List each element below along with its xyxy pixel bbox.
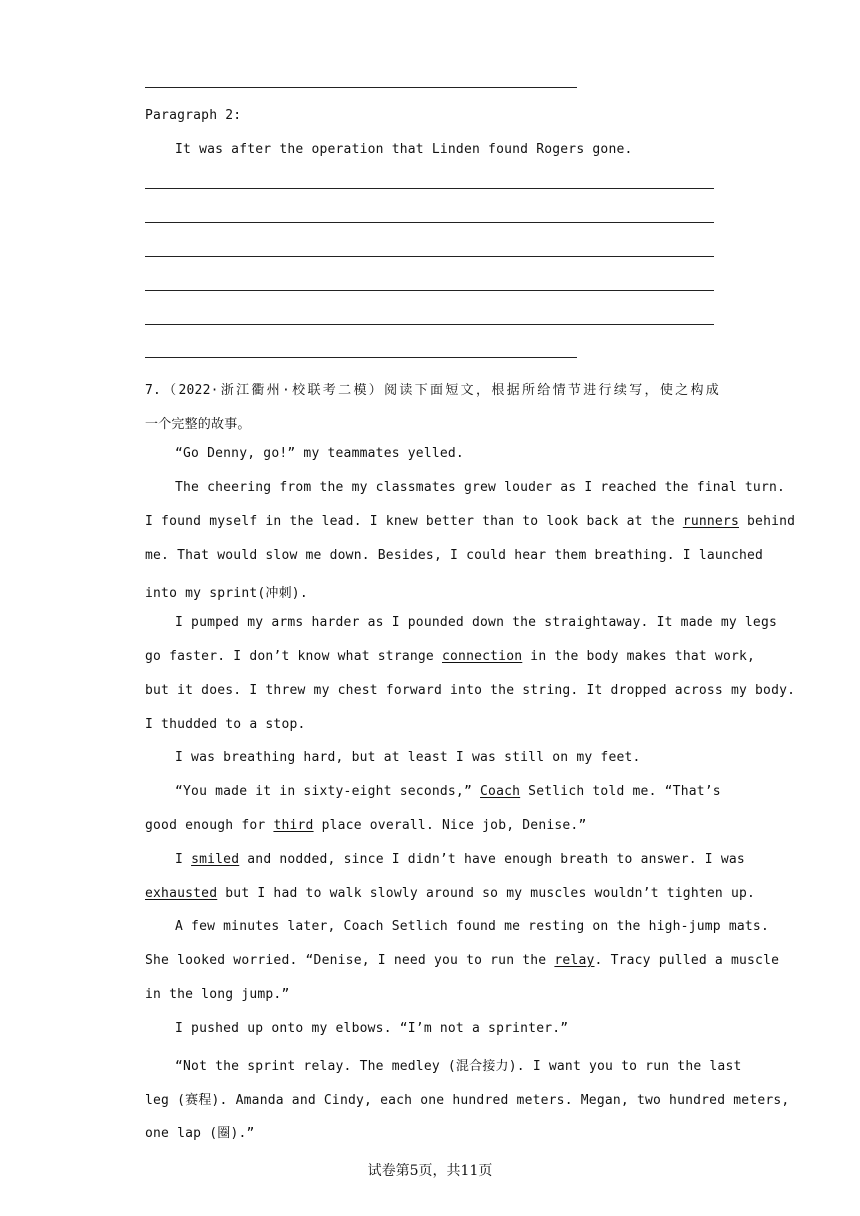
- story-line: “Go Denny, go!” my teammates yelled.: [175, 446, 464, 461]
- answer-line: [145, 357, 577, 358]
- story-line: but it does. I threw my chest forward into the string. It dropped across my body.: [145, 683, 796, 698]
- story-line: She looked worried. “Denise, I need you to run the relay. Tracy pulled a muscle: [145, 953, 780, 968]
- page-footer: 试卷第5页，共11页: [367, 1163, 493, 1179]
- story-line: me. That would slow me down. Besides, I could hear them breathing. I launched: [145, 548, 764, 563]
- answer-line: [145, 324, 714, 325]
- answer-line: [145, 87, 577, 88]
- story-line: The cheering from the my classmates grew louder as I reached the final turn.: [175, 480, 786, 495]
- question-heading-cont: 一个完整的故事。: [145, 417, 251, 432]
- story-line: “You made it in sixty-eight seconds,” Coach Setlich told me. “That’s: [175, 784, 721, 799]
- story-line: exhausted but I had to walk slowly around so my muscles wouldn’t tighten up.: [145, 886, 756, 901]
- underlined-word: connection: [442, 649, 523, 664]
- story-line: I pumped my arms harder as I pounded down the straightaway. It made my legs: [175, 615, 777, 630]
- story-line: I was breathing hard, but at least I was still on my feet.: [175, 750, 641, 765]
- underlined-word: third: [273, 818, 314, 833]
- underlined-word: exhausted: [145, 886, 218, 901]
- story-line: into my sprint(冲刺).: [145, 586, 308, 601]
- underlined-word: relay: [554, 953, 595, 968]
- story-line: in the long jump.”: [145, 987, 290, 1002]
- question-heading: 7.（2022·浙江衢州·校联考二模）阅读下面短文，根据所给情节进行续写，使之构成: [145, 383, 719, 398]
- story-line: I smiled and nodded, since I didn’t have enough breath to answer. I was: [175, 852, 745, 867]
- story-line: good enough for third place overall. Nice job, Denise.”: [145, 818, 587, 833]
- answer-line: [145, 256, 714, 257]
- story-line: “Not the sprint relay. The medley (混合接力). I want you to run the last: [175, 1059, 742, 1074]
- story-line: A few minutes later, Coach Setlich found me resting on the high-jump mats.: [175, 919, 769, 934]
- story-line: leg (赛程). Amanda and Cindy, each one hundred meters. Megan, two hundred meters,: [145, 1093, 790, 1108]
- story-line: one lap (圈).”: [145, 1126, 255, 1141]
- paragraph-starter: It was after the operation that Linden found Rogers gone.: [175, 142, 633, 157]
- underlined-word: Coach: [480, 784, 521, 799]
- answer-line: [145, 222, 714, 223]
- underlined-word: smiled: [191, 852, 240, 867]
- story-line: I found myself in the lead. I knew better than to look back at the runners behind: [145, 514, 796, 529]
- answer-line: [145, 290, 714, 291]
- answer-line: [145, 188, 714, 189]
- story-line: I pushed up onto my elbows. “I’m not a sprinter.”: [175, 1021, 569, 1036]
- underlined-word: runners: [682, 514, 739, 529]
- story-line: I thudded to a stop.: [145, 717, 306, 732]
- story-line: go faster. I don’t know what strange connection in the body makes that work,: [145, 649, 756, 664]
- paragraph-label: Paragraph 2:: [145, 108, 242, 123]
